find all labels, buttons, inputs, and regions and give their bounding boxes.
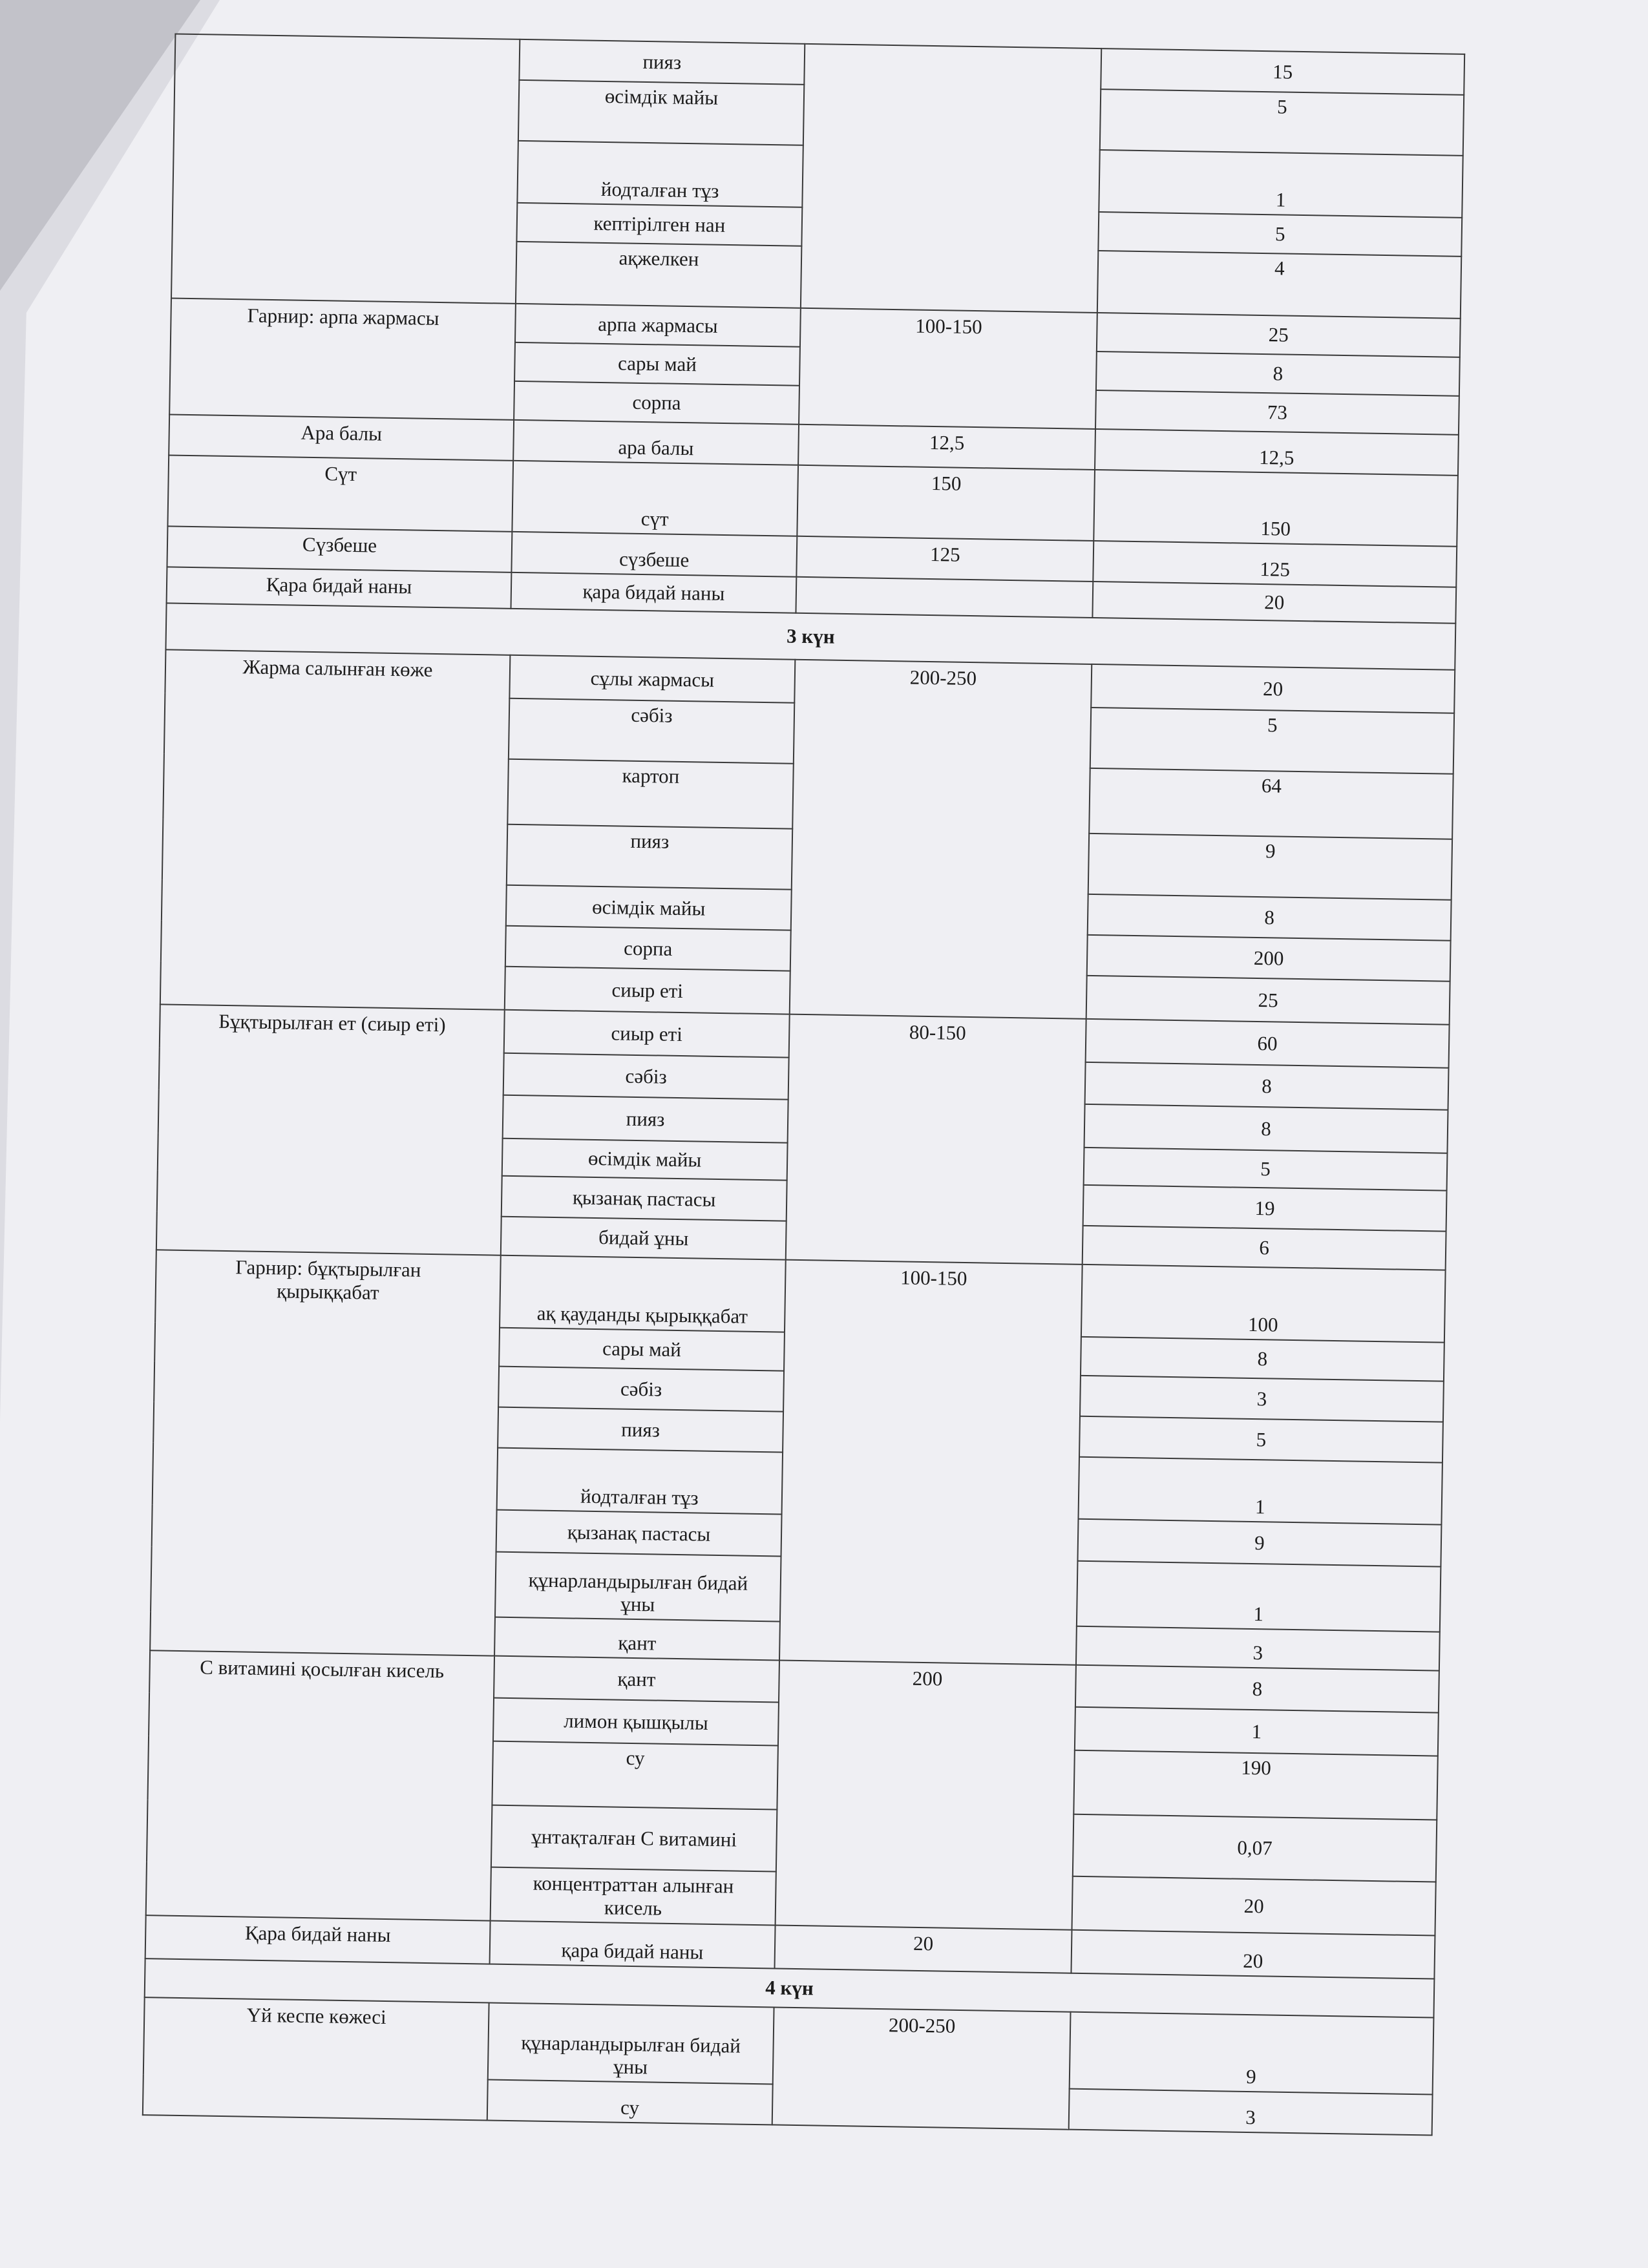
dish-name: Сүзбеше (302, 532, 377, 557)
dish-name: С витамині қосылған кисель (200, 1655, 445, 1683)
dish-name: Бұқтырылған ет (сиыр еті) (218, 1009, 446, 1036)
ingredient-cell (518, 80, 804, 145)
grams-value: 190 (1240, 1756, 1272, 1780)
grams-value: 9 (1254, 1531, 1265, 1554)
portion-value: 100-150 (915, 314, 982, 339)
ingredient-name: йодталған тұз (600, 178, 719, 203)
grams-value: 8 (1264, 905, 1275, 929)
ingredient-cell (494, 1617, 780, 1661)
ingredient-name: өсімдік майы (604, 84, 719, 109)
ingredient-cell (512, 461, 798, 536)
dish-name-cell (171, 34, 520, 304)
grams-value: 3 (1252, 1641, 1263, 1664)
dish-name: Жарма салынған көже (242, 655, 433, 681)
portion-value: 125 (929, 542, 960, 566)
grams-cell (1083, 1185, 1447, 1232)
ingredient-cell (501, 1217, 787, 1260)
ingredient-cell (492, 1741, 778, 1810)
day-header: 4 күн (145, 1958, 1435, 2017)
ingredient-name: құнарландырылған бидай ұны (521, 2031, 741, 2079)
grams-value: 100 (1247, 1313, 1278, 1336)
grams-cell (1069, 2089, 1433, 2136)
ingredient-cell (500, 1255, 786, 1332)
ingredient-name: қара бидай наны (582, 580, 725, 605)
ingredient-cell (516, 203, 802, 246)
ingredient-cell (491, 1867, 776, 1926)
portion-value: 200-250 (909, 666, 977, 690)
grams-cell (1084, 1148, 1448, 1191)
ingredient-name: сиыр еті (611, 1021, 683, 1045)
grams-value: 8 (1252, 1677, 1263, 1700)
ingredient-cell (511, 532, 797, 577)
ingredient-cell (499, 1328, 785, 1371)
ingredient-cell (497, 1448, 783, 1515)
grams-cell (1097, 313, 1461, 357)
menu-table (142, 34, 1465, 2136)
ingredient-name: ұнтақталған С витамині (531, 1825, 737, 1851)
ingredient-name: құнарландырылған бидай ұны (528, 1568, 748, 1616)
ingredient-name: кептірілген нан (593, 211, 726, 237)
grams-cell (1085, 1062, 1449, 1110)
portion-value (812, 48, 1094, 53)
grams-cell (1084, 1104, 1448, 1153)
grams-cell (1072, 1876, 1436, 1936)
grams-cell (1086, 1019, 1450, 1068)
ingredient-cell (503, 1095, 788, 1143)
grams-cell (1098, 212, 1462, 257)
grams-value: 5 (1276, 95, 1287, 118)
portion-value: 12,5 (929, 430, 965, 454)
dish-name-cell (167, 567, 512, 608)
menu-table-body (143, 34, 1464, 2136)
ingredient-name: сары май (617, 352, 697, 376)
grams-value: 1 (1253, 1602, 1264, 1626)
grams-value: 25 (1268, 323, 1289, 346)
dish-name-cell (146, 1650, 494, 1920)
grams-value: 150 (1260, 517, 1291, 541)
ingredient-name: қант (617, 1667, 656, 1691)
portion-cell (801, 44, 1101, 313)
grams-value: 19 (1254, 1196, 1275, 1220)
grams-cell (1090, 708, 1454, 774)
grams-value: 25 (1258, 988, 1278, 1012)
grams-value: 20 (1243, 1894, 1264, 1918)
ingredient-cell (509, 698, 794, 764)
grams-value: 8 (1257, 1347, 1268, 1370)
ingredient-cell (496, 1510, 782, 1557)
grams-value: 3 (1256, 1387, 1267, 1411)
grams-value: 1 (1254, 1495, 1265, 1518)
portion-cell (799, 308, 1097, 429)
grams-value: 20 (1243, 1949, 1263, 1973)
grams-value: 5 (1274, 222, 1285, 246)
portion-cell (772, 2007, 1071, 2129)
ingredient-cell (507, 759, 794, 829)
ingredient-name: су (620, 2096, 640, 2119)
grams-cell (1073, 1814, 1437, 1882)
ingredient-name: қызанақ пастасы (567, 1520, 711, 1546)
portion-value: 100-150 (900, 1266, 967, 1290)
ingredient-cell (504, 1010, 790, 1058)
grams-cell (1100, 89, 1464, 156)
grams-value: 200 (1253, 946, 1284, 970)
grams-cell (1080, 1376, 1444, 1422)
grams-cell (1087, 935, 1451, 982)
grams-cell (1091, 664, 1455, 713)
ingredient-name: сұлы жармасы (590, 666, 715, 691)
ingredient-cell (503, 1053, 789, 1100)
grams-value: 5 (1260, 1157, 1271, 1181)
grams-cell (1079, 1416, 1443, 1463)
ingredient-cell (514, 381, 799, 425)
ingredient-name: картоп (622, 764, 680, 788)
ingredient-cell (494, 1656, 779, 1703)
ingredient-name: сүзбеше (618, 547, 690, 572)
grams-value: 73 (1267, 401, 1288, 424)
grams-cell (1070, 2012, 1434, 2095)
portion-cell (797, 465, 1095, 541)
ingredient-cell (509, 655, 795, 703)
grams-cell (1078, 1457, 1442, 1525)
grams-cell (1099, 150, 1463, 218)
portion-cell (790, 660, 1092, 1019)
ingredient-name: қант (618, 1631, 657, 1655)
grams-cell (1093, 470, 1458, 547)
portion-cell (796, 577, 1093, 618)
ingredient-cell (511, 572, 797, 613)
ingredient-name: сиыр еті (611, 978, 684, 1002)
portion-cell (775, 1925, 1072, 1973)
ingredient-cell (502, 1139, 788, 1181)
ingredient-name: пияз (642, 50, 682, 74)
ingredient-cell (519, 39, 805, 85)
ingredient-cell (517, 141, 803, 207)
ingredient-name: ара балы (618, 436, 694, 460)
ingredient-name: пияз (626, 1107, 665, 1131)
ingredient-cell (498, 1367, 784, 1412)
ingredient-name: өсімдік майы (591, 895, 706, 920)
dish-name-cell (145, 1915, 491, 1964)
portion-cell (798, 425, 1095, 470)
portion-cell (779, 1260, 1083, 1665)
dish-name (182, 39, 512, 44)
dish-name: Қара бидай наны (244, 1921, 391, 1947)
ingredient-cell (507, 824, 792, 890)
grams-cell (1088, 834, 1452, 900)
ingredient-name: сәбіз (625, 1064, 668, 1088)
dish-name-cell (143, 1997, 489, 2120)
grams-value: 20 (1264, 591, 1285, 614)
ingredient-name: йодталған тұз (580, 1485, 699, 1509)
grams-cell (1077, 1519, 1441, 1567)
grams-cell (1075, 1707, 1439, 1756)
grams-cell (1097, 251, 1461, 319)
ingredient-name: қара бидай наны (561, 1938, 704, 1964)
ingredient-name: сорпа (623, 936, 673, 960)
portion-cell (796, 536, 1093, 582)
ingredient-cell (495, 1552, 781, 1622)
ingredient-cell (513, 420, 799, 465)
table-row (174, 34, 1464, 95)
grams-cell (1086, 976, 1450, 1025)
grams-cell (1076, 1626, 1440, 1671)
grams-value: 6 (1259, 1236, 1270, 1259)
grams-cell (1095, 390, 1459, 435)
dish-name: Гарнир: бұқтырылған қырыққабат (235, 1255, 421, 1304)
portion-value (803, 582, 1086, 586)
grams-value: 15 (1272, 59, 1293, 83)
grams-value: 9 (1245, 2065, 1256, 2088)
menu-sheet (142, 34, 1464, 2136)
ingredient-cell (488, 2003, 774, 2084)
ingredient-cell (514, 342, 800, 386)
portion-value: 150 (931, 472, 962, 495)
dish-name: Сүт (324, 462, 357, 486)
grams-cell (1083, 1226, 1446, 1270)
ingredient-cell (493, 1698, 779, 1746)
grams-value: 0,07 (1237, 1836, 1273, 1860)
portion-value: 20 (913, 1931, 934, 1955)
day-header: 3 күн (165, 603, 1455, 669)
grams-value: 5 (1256, 1427, 1267, 1451)
grams-cell (1093, 541, 1457, 587)
ingredient-name: бидай ұны (598, 1226, 689, 1250)
grams-cell (1089, 768, 1453, 839)
grams-value: 8 (1273, 362, 1284, 385)
portion-value: 200 (912, 1666, 943, 1690)
portion-cell (776, 1661, 1076, 1930)
grams-cell (1088, 894, 1452, 941)
grams-value: 125 (1260, 558, 1291, 582)
grams-value: 8 (1260, 1117, 1272, 1140)
ingredient-cell (515, 304, 801, 347)
grams-cell (1096, 352, 1460, 396)
dish-name-cell (167, 455, 513, 531)
ingredient-name: концентраттан алынған кисель (533, 1871, 734, 1920)
grams-cell (1101, 48, 1464, 95)
ingredient-name: ақжелкен (618, 246, 699, 271)
grams-cell (1095, 429, 1459, 476)
ingredient-name: пияз (630, 829, 670, 853)
ingredient-cell (505, 967, 790, 1014)
grams-value: 64 (1261, 774, 1282, 797)
grams-value: 3 (1245, 2106, 1256, 2129)
ingredient-name: су (626, 1746, 645, 1770)
dish-name-cell (169, 414, 514, 460)
ingredient-name: лимон қышқылы (563, 1708, 708, 1734)
ingredient-name: сәбіз (631, 703, 673, 727)
grams-value: 5 (1267, 713, 1278, 737)
ingredient-name: сорпа (632, 390, 681, 415)
portion-value: 200-250 (888, 2013, 956, 2037)
grams-value: 4 (1274, 257, 1285, 280)
grams-cell (1073, 1750, 1437, 1820)
grams-value: 1 (1275, 188, 1286, 211)
portion-cell (786, 1014, 1086, 1265)
grams-cell (1075, 1665, 1439, 1713)
ingredient-name: сары май (602, 1337, 682, 1361)
ingredient-name: өсімдік майы (587, 1146, 702, 1171)
grams-cell (1081, 1265, 1446, 1343)
grams-value: 9 (1265, 839, 1276, 863)
ingredient-name: қызанақ пастасы (572, 1186, 716, 1211)
dish-name: Үй кеспе көжесі (246, 2003, 386, 2029)
dish-name-cell (167, 526, 512, 572)
grams-value: 1 (1251, 1719, 1262, 1743)
grams-cell (1071, 1930, 1435, 1979)
dish-name-cell (150, 1250, 501, 1655)
grams-cell (1081, 1337, 1444, 1381)
dish-name-cell (169, 298, 516, 419)
dish-name: Гарнир: арпа жармасы (247, 304, 439, 330)
ingredient-name: арпа жармасы (598, 313, 718, 337)
dish-name: Қара бидай наны (266, 572, 412, 598)
grams-value: 60 (1257, 1031, 1278, 1055)
dish-name-cell (160, 649, 511, 1009)
ingredient-cell (490, 1921, 776, 1969)
ingredient-cell (502, 1176, 787, 1221)
portion-value: 80-150 (909, 1020, 966, 1044)
dish-name-cell (156, 1004, 505, 1255)
ingredient-cell (498, 1407, 783, 1453)
ingredient-cell (491, 1805, 777, 1872)
ingredient-name: сүт (640, 507, 669, 530)
grams-cell (1092, 582, 1456, 624)
ingredient-name: ақ қауданды қырыққабат (536, 1301, 748, 1328)
ingredient-name: пияз (620, 1418, 660, 1442)
ingredient-cell (505, 926, 791, 971)
dish-name: Ара балы (301, 421, 383, 445)
ingredient-name: сәбіз (620, 1377, 662, 1401)
grams-cell (1077, 1561, 1441, 1632)
grams-value: 12,5 (1258, 446, 1294, 470)
grams-value: 8 (1262, 1074, 1273, 1098)
ingredient-cell (487, 2080, 773, 2125)
ingredient-cell (516, 242, 801, 308)
grams-value: 20 (1262, 677, 1284, 700)
page-fold-shadow (0, 0, 200, 291)
ingredient-cell (506, 885, 792, 930)
